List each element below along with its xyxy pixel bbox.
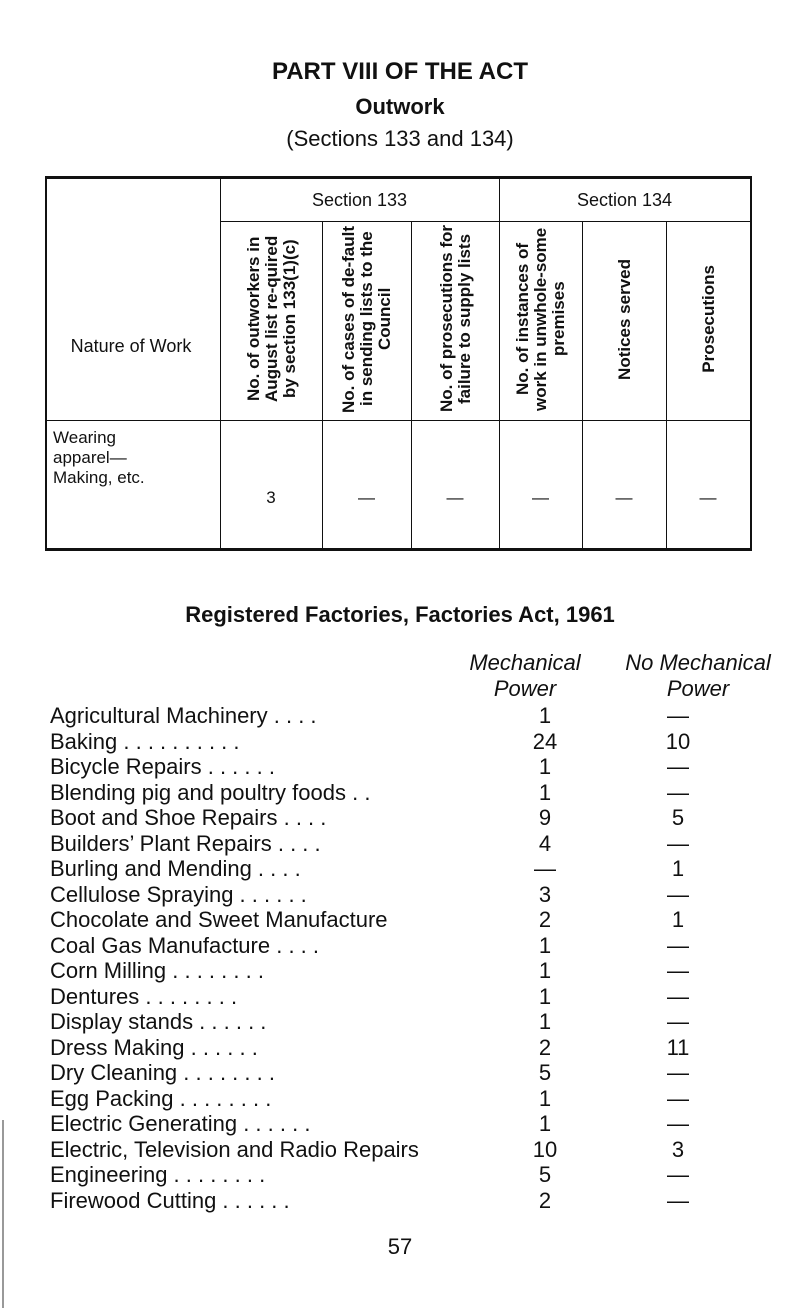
list-item [50,703,770,729]
factory-type: Engineering . . . . . . . . [50,1162,266,1187]
no-mechanical-count: — [667,983,689,1009]
notices-served-header-text: Notices served [614,258,634,380]
prosecutions-lists-header-text: No. of prosecutions for failure to supply lists [436,225,474,413]
prosecutions-header-text: Prosecutions [698,265,718,373]
factory-type: Agricultural Machinery . . . . [50,703,317,728]
no-mechanical-count: — [667,779,689,805]
table-right-border [750,176,752,551]
scan-edge-line [2,1120,4,1308]
factory-type: Cellulose Spraying . . . . . . [50,881,307,907]
no-mechanical-count: — [667,1060,689,1085]
no-mechanical-count: — [667,830,689,856]
prosecutions-lists-value: — [446,488,464,507]
mechanical-count: 1 [538,1009,552,1034]
nature-line: Making, etc. [53,468,145,487]
factory-type: Electric, Television and Radio Repairs [50,1136,419,1162]
mechanical-count: 1 [538,779,552,805]
prosecutions-lists-header [414,224,497,414]
no-mechanical-count: — [667,881,689,907]
mechanical-count: 1 [538,932,552,958]
default-cases-value: — [358,488,375,507]
factory-type: Corn Milling . . . . . . . . [50,958,264,983]
list-item [50,805,770,831]
table-top-rule [45,176,752,179]
list-item [50,754,770,780]
factory-type: Dry Cleaning . . . . . . . . [50,1060,275,1085]
mechanical-count: 4 [538,830,552,856]
no-mechanical-header-line: Power [666,676,730,701]
no-mechanical-count: — [667,754,689,779]
mechanical-count: 1 [538,703,552,728]
list-item [50,984,770,1010]
mechanical-count: 5 [538,1060,552,1085]
nature-line: apparel— [53,448,127,467]
mechanical-count: 1 [538,1085,552,1111]
outwork-table [45,176,752,551]
mechanical-count: 5 [538,1162,552,1187]
list-item [50,856,770,882]
no-mechanical-count: — [667,958,689,983]
outworkers-header [223,224,320,414]
prosecutions-header [669,224,748,414]
mechanical-count: 10 [532,1136,558,1162]
no-mechanical-count: 5 [671,805,685,830]
mechanical-count: 1 [538,983,552,1009]
list-item [50,1162,770,1188]
no-mechanical-count: 10 [665,728,691,754]
factory-type: Coal Gas Manufacture . . . . [50,932,320,958]
no-mechanical-count: 3 [671,1136,685,1162]
no-mechanical-power-header [598,650,798,702]
mechanical-count: 2 [538,1034,552,1060]
mechanical-count: 9 [538,805,552,830]
default-cases-header-text: No. of cases of de-fault in sending lists to the Council [339,225,394,413]
mechanical-count: 2 [538,907,552,932]
no-mechanical-count: — [667,1111,689,1136]
group-header-rule [220,221,750,222]
mechanical-count: 2 [538,1187,552,1213]
mechanical-count: — [534,856,556,881]
instances-value: — [532,488,549,507]
factory-type: Builders’ Plant Repairs . . . . [50,830,321,856]
factory-type: Bicycle Repairs . . . . . . [50,754,275,779]
page-number: 57 [387,1234,413,1259]
factory-type: Boot and Shoe Repairs . . . . [50,805,327,830]
instances-header [502,224,580,414]
list-item [50,780,770,806]
prosecutions-value: — [699,488,717,507]
no-mechanical-count: — [667,703,689,728]
list-item [50,1188,770,1214]
mechanical-header-line: Power [493,676,557,701]
factory-type: Display stands . . . . . . [50,1009,267,1034]
nature-of-work-cell [53,428,203,488]
list-item [50,1111,770,1137]
factory-type: Chocolate and Sweet Manufacture [50,907,388,932]
list-item [50,882,770,908]
factory-type: Burling and Mending . . . . [50,856,301,881]
notices-served-header [585,224,664,414]
outworkers-value: 3 [266,488,276,507]
nature-of-work-header: Nature of Work [70,336,192,356]
list-item [50,1035,770,1061]
list-item [50,958,770,984]
factories-title: Registered Factories, Factories Act, 1961 [185,602,615,627]
list-item [50,729,770,755]
section-133-header: Section 133 [311,190,408,210]
mechanical-count: 1 [538,1111,552,1136]
no-mechanical-count: — [667,1085,689,1111]
table-bottom-rule [45,548,752,551]
no-mechanical-header-line: No Mechanical [625,650,771,675]
list-item [50,933,770,959]
factory-type: Baking . . . . . . . . . . [50,728,240,754]
no-mechanical-count: — [667,932,689,958]
table-left-border [45,176,47,551]
factory-type: Electric Generating . . . . . . [50,1111,311,1136]
no-mechanical-count: 11 [666,1034,690,1060]
no-mechanical-count: 1 [671,907,685,932]
factory-type: Dress Making . . . . . . [50,1034,258,1060]
list-item [50,1009,770,1035]
no-mechanical-count: 1 [671,856,685,881]
notices-served-value: — [615,488,633,507]
list-item [50,1086,770,1112]
mechanical-count: 1 [538,958,552,983]
section-134-header: Section 134 [576,190,673,210]
mechanical-header-line: Mechanical [469,650,581,675]
factory-type: Blending pig and poultry foods . . [50,779,371,805]
list-item [50,1137,770,1163]
header-bottom-rule [45,420,752,421]
nature-line: Wearing [53,428,116,447]
default-cases-header [325,224,409,414]
instances-header-text: No. of instances of work in unwhole-some premises [513,227,568,411]
no-mechanical-count: — [667,1162,689,1187]
list-item [50,1060,770,1086]
mechanical-count: 1 [538,754,552,779]
outworkers-header-text: No. of outworkers in August list re-quired by section 133(1)(c) [243,235,299,403]
no-mechanical-count: — [667,1009,689,1034]
mechanical-count: 3 [538,881,552,907]
mechanical-power-header [435,650,615,702]
list-item [50,831,770,857]
sections-caption: (Sections 133 and 134) [286,126,514,151]
factory-type: Egg Packing . . . . . . . . [50,1085,272,1111]
factory-type: Firewood Cutting . . . . . . [50,1187,290,1213]
no-mechanical-count: — [667,1187,689,1213]
mechanical-count: 24 [532,728,558,754]
page-title: PART VIII OF THE ACT [272,58,528,85]
page-subtitle: Outwork [355,94,445,119]
list-item [50,907,770,933]
factory-type: Dentures . . . . . . . . [50,983,238,1009]
